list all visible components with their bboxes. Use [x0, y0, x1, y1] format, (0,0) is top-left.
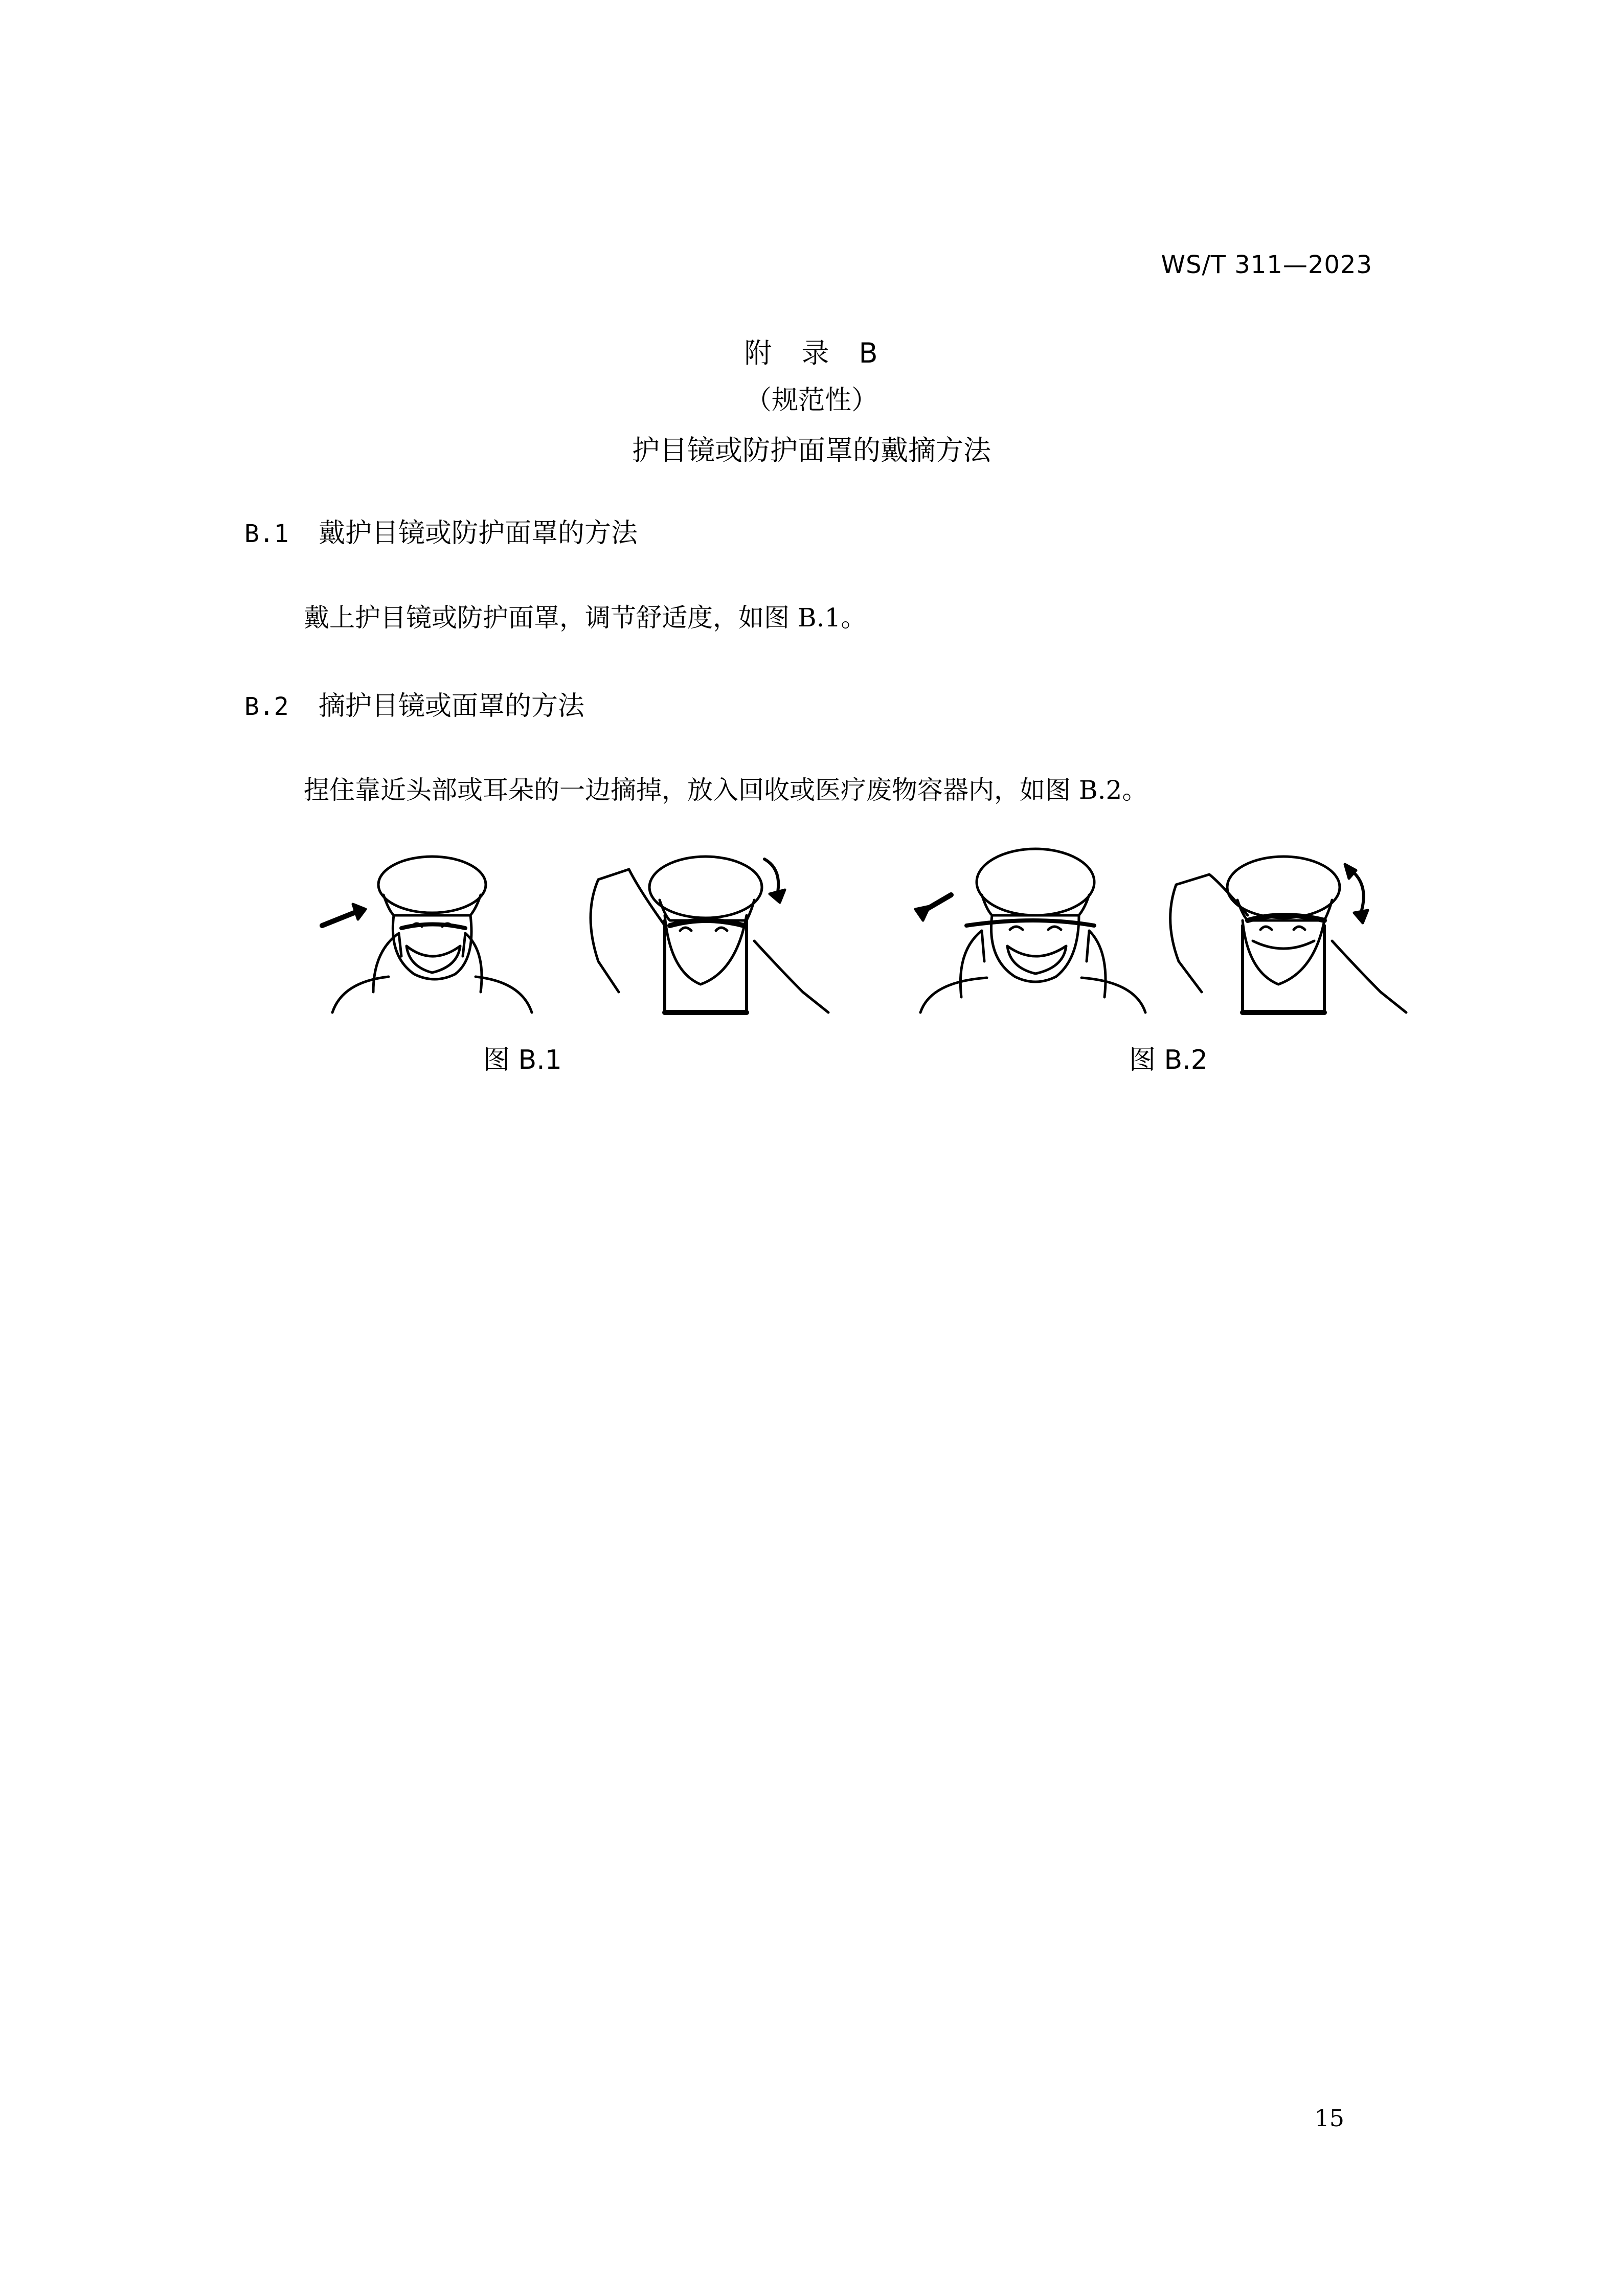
page-number: 15 [1314, 2104, 1344, 2132]
figure-caption-b2: 图 B.2 [1129, 1045, 1208, 1075]
document-code: WS/T 311—2023 [1161, 251, 1372, 279]
figure-b2 [900, 839, 1411, 1018]
section-body-b2: 捏住靠近头部或耳朵的一边摘掉，放入回收或医疗废物容器内，如图 B.2。 [304, 775, 1148, 805]
don-goggles-illustration-icon [312, 839, 839, 1018]
appendix-heading: 护目镜或防护面罩的戴摘方法 [632, 434, 991, 466]
section-title: 摘护目镜或面罩的方法 [319, 691, 585, 722]
figure-caption-b1: 图 B.1 [483, 1045, 562, 1075]
remove-goggles-illustration-icon [900, 839, 1411, 1018]
section-heading-b1 [244, 511, 638, 550]
section-body-b1: 戴上护目镜或防护面罩，调节舒适度，如图 B.1。 [304, 603, 867, 633]
section-title: 戴护目镜或防护面罩的方法 [319, 518, 638, 549]
section-number: B.2 [244, 692, 289, 721]
figure-b1 [312, 839, 839, 1018]
section-number: B.1 [244, 520, 289, 548]
appendix-title: 附 录 B [744, 337, 879, 369]
section-heading-b2 [244, 684, 584, 723]
appendix-type: （规范性） [745, 385, 878, 416]
